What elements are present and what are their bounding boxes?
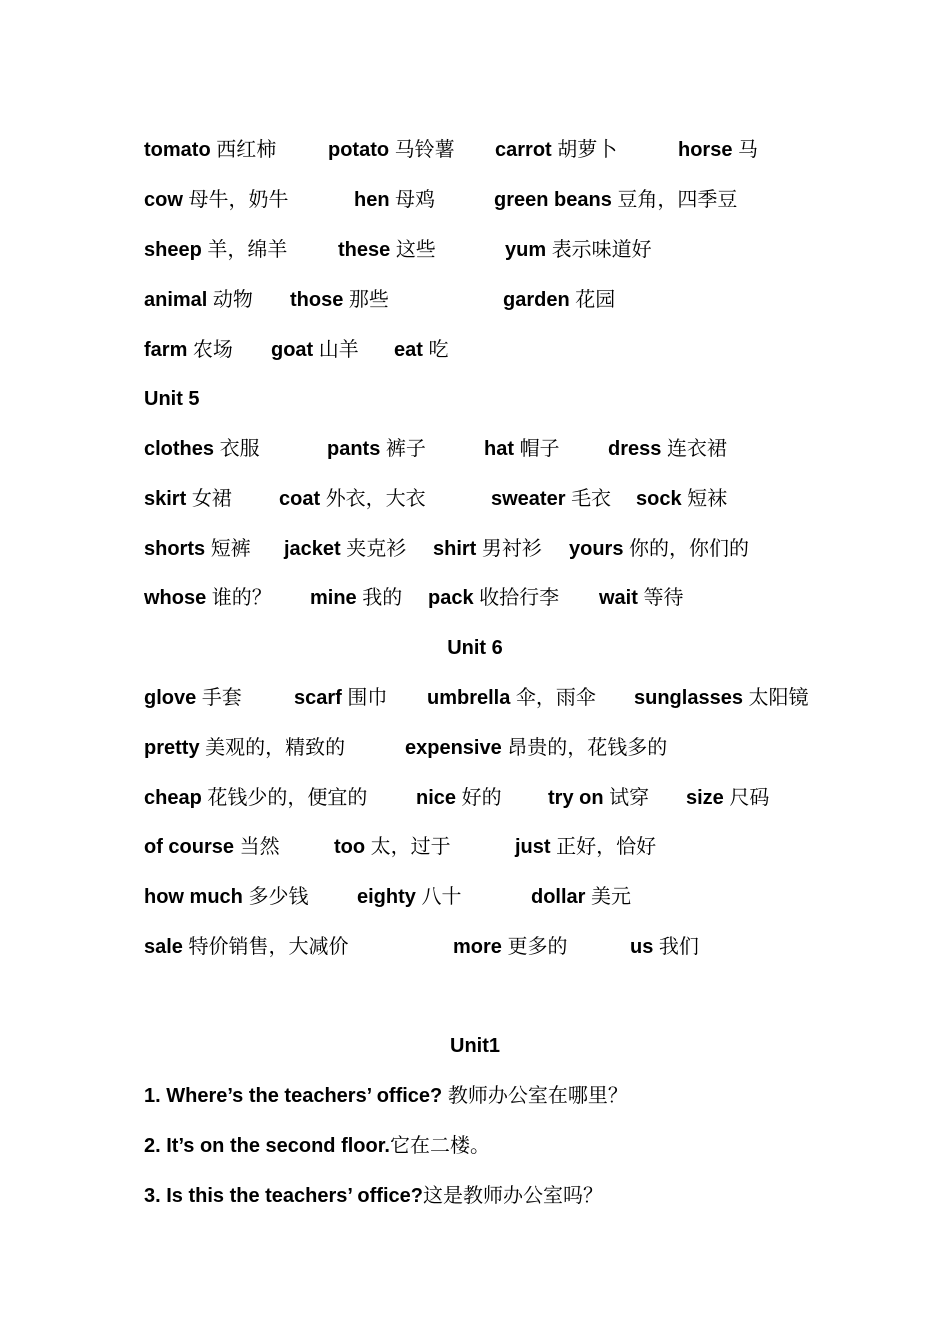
vocab-entry: pretty 美观的，精致的 — [144, 737, 346, 759]
unit6-heading: Unit 6 — [447, 637, 503, 659]
vocab-entry: green beans 豆角，四季豆 — [494, 189, 738, 211]
vocab-line — [0, 831, 950, 863]
vocab-entry: dress 连衣裙 — [608, 438, 727, 460]
vocab-entry: dollar 美元 — [531, 886, 632, 908]
vocab-line — [0, 881, 950, 913]
vocab-entry: pack 收拾行李 — [428, 587, 560, 609]
vocab-entry: eighty 八十 — [357, 886, 462, 908]
vocab-entry: sweater 毛衣 — [491, 488, 612, 510]
vocab-entry: yours 你的，你们的 — [569, 538, 750, 560]
unit5-heading: Unit 5 — [144, 388, 200, 410]
vocab-line — [0, 732, 950, 764]
vocab-line — [0, 234, 950, 266]
vocab-entry: us 我们 — [630, 936, 699, 958]
vocab-entry: cow 母牛，奶牛 — [144, 189, 289, 211]
vocab-entry: farm 农场 — [144, 339, 233, 361]
vocab-entry: sock 短袜 — [636, 488, 728, 510]
vocab-entry: shorts 短裤 — [144, 538, 251, 560]
vocab-entry: size 尺码 — [686, 787, 770, 809]
vocab-entry: try on 试穿 — [548, 787, 650, 809]
vocab-line — [0, 433, 950, 465]
sentence: 1. Where’s the teachers’ office? 教师办公室在哪里？ — [144, 1085, 628, 1107]
vocab-entry: goat 山羊 — [271, 339, 359, 361]
vocab-entry: sunglasses 太阳镜 — [634, 687, 809, 709]
vocab-entry: clothes 衣服 — [144, 438, 260, 460]
vocab-entry: shirt 男衬衫 — [433, 538, 542, 560]
vocab-entry: just 正好，恰好 — [515, 836, 657, 858]
vocab-entry: pants 裤子 — [327, 438, 426, 460]
vocab-entry: coat 外衣，大衣 — [279, 488, 426, 510]
vocab-entry: these 这些 — [338, 239, 436, 261]
sentence: 2. It’s on the second floor.它在二楼。 — [144, 1135, 490, 1157]
vocab-line — [0, 483, 950, 515]
vocab-entry: garden 花园 — [503, 289, 616, 311]
vocab-entry: nice 好的 — [416, 787, 502, 809]
vocab-line — [0, 682, 950, 714]
vocab-entry: hen 母鸡 — [354, 189, 436, 211]
vocab-entry: those 那些 — [290, 289, 389, 311]
vocab-entry: hat 帽子 — [484, 438, 560, 460]
vocab-entry: too 太，过于 — [334, 836, 451, 858]
vocab-entry: cheap 花钱少的，便宜的 — [144, 787, 368, 809]
vocab-line — [0, 284, 950, 316]
vocab-entry: sheep 羊，绵羊 — [144, 239, 288, 261]
vocab-entry: tomato 西红柿 — [144, 139, 277, 161]
vocab-entry: mine 我的 — [310, 587, 403, 609]
unit5-heading-line — [0, 383, 950, 415]
vocab-line — [0, 931, 950, 963]
vocab-entry: jacket 夹克衫 — [284, 538, 407, 560]
vocab-entry: whose 谁的？ — [144, 587, 272, 609]
vocab-entry: wait 等待 — [599, 587, 684, 609]
vocab-entry: yum 表示味道好 — [505, 239, 652, 261]
vocab-entry: glove 手套 — [144, 687, 242, 709]
vocab-entry: horse 马 — [678, 139, 759, 161]
vocab-line — [0, 782, 950, 814]
vocab-entry: skirt 女裙 — [144, 488, 232, 510]
vocab-entry: of course 当然 — [144, 836, 280, 858]
vocab-entry: sale 特价销售，大减价 — [144, 936, 349, 958]
vocab-entry: eat 吃 — [394, 339, 449, 361]
vocab-line — [0, 184, 950, 216]
vocab-entry: scarf 围巾 — [294, 687, 388, 709]
vocab-entry: more 更多的 — [453, 936, 568, 958]
vocab-entry: potato 马铃薯 — [328, 139, 455, 161]
vocab-line — [0, 134, 950, 166]
vocab-line — [0, 582, 950, 614]
vocab-line — [0, 533, 950, 565]
vocab-line — [0, 334, 950, 366]
vocab-entry: umbrella 伞，雨伞 — [427, 687, 596, 709]
sentence: 3. Is this the teachers’ office?这是教师办公室吗？ — [144, 1185, 603, 1207]
vocab-entry: how much 多少钱 — [144, 886, 309, 908]
vocab-entry: carrot 胡萝卜 — [495, 139, 618, 161]
unit1-heading: Unit1 — [450, 1035, 500, 1057]
vocab-entry: expensive 昂贵的，花钱多的 — [405, 737, 668, 759]
vocab-entry: animal 动物 — [144, 289, 253, 311]
